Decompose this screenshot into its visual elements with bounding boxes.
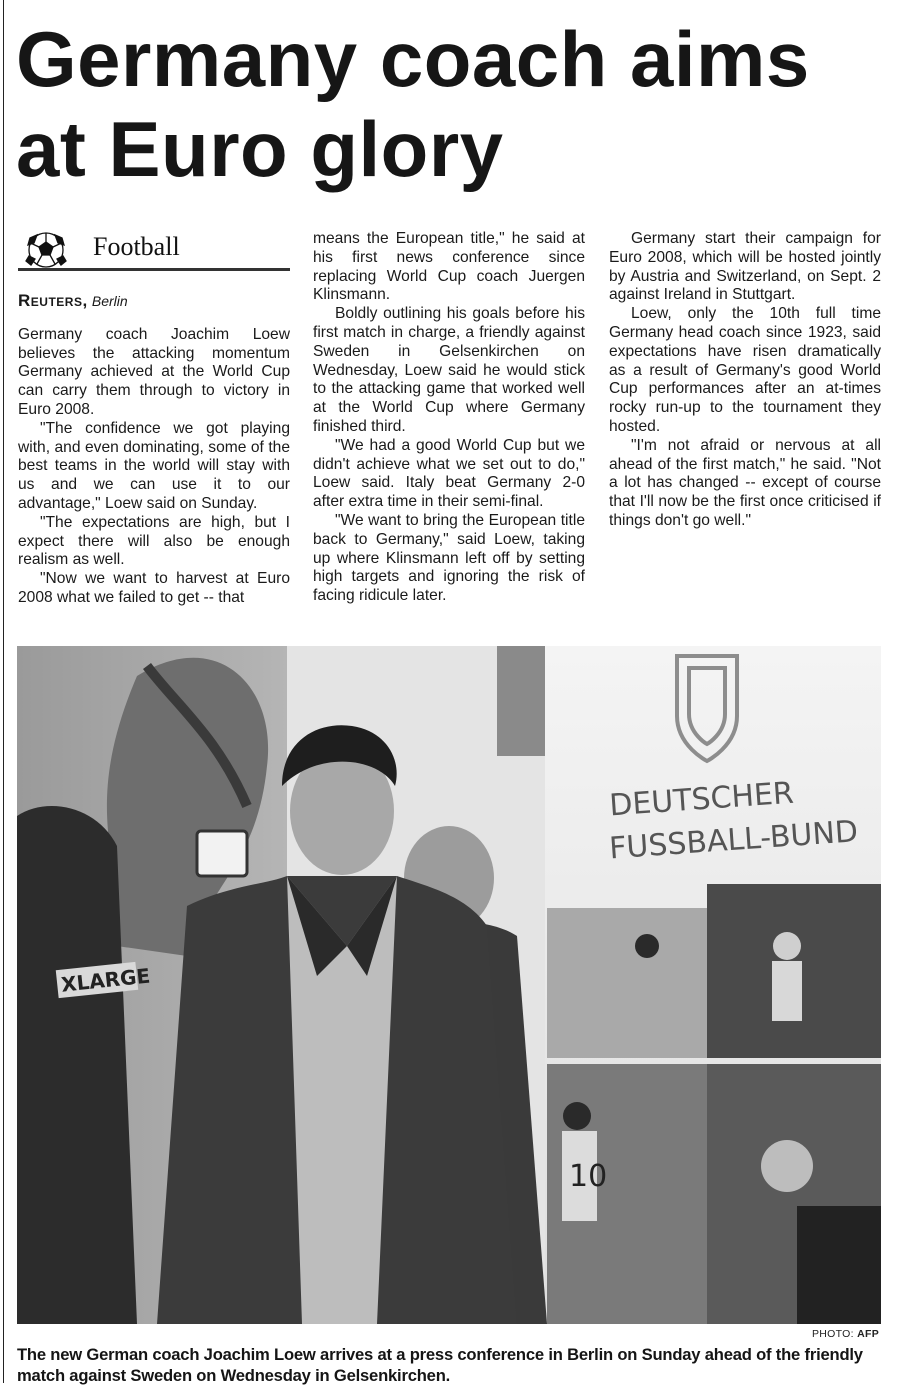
article-column-1 [18,230,290,608]
byline-agency: Reuters, [18,291,88,310]
article-paragraph: Loew, only the 10th full time Germany head coach since 1923, said expectations have risen dramatically as a result of Germany's good World Cup performances after an at-times rocky run-up to the tournament they hosted. [609,305,881,435]
article-paragraph: "The expectations are high, but I expect there will also be enough realism as well. [18,513,290,569]
article-paragraph: means the European title," he said at his first news conference since replacing World Cup coach Juergen Klinsmann. [313,230,585,304]
section-label: Football [93,232,180,261]
article-paragraph: "We want to bring the European title back to Germany," said Loew, taking up where Klinsmann left off by setting high targets and ignoring the risk of facing ridicule later. [313,511,585,605]
article-paragraph: Germany start their campaign for Euro 2008, which will be hosted jointly by Austria and Switzerland, on Sept. 2 against Ireland in Stuttgart. [609,230,881,304]
article-paragraph: "The confidence we got playing with, and even dominating, some of the best teams in the world will stay with us and we can use it to our advantage," Loew said on Sunday. [18,419,290,512]
article-paragraph: Germany coach Joachim Loew believes the attacking momentum Germany achieved at the World Cup can carry them through to victory in Euro 2008. [18,325,290,418]
byline-dateline: Berlin [91,293,128,309]
article-paragraph: Boldly outlining his goals before his first match in charge, a friendly against Sweden in Gelsenkirchen on Wednesday, Loew said he would stick to the attacking game that worked well at the World Cup where Germany finished third. [313,305,585,435]
shirt-number: 10 [569,1159,608,1194]
backdrop-text-1: DEUTSCHER [608,775,795,824]
section-bar [18,232,290,271]
left-column-rule [3,0,4,1383]
football-icon [18,232,76,268]
article-column-2 [313,230,585,606]
photo-caption: The new German coach Joachim Loew arrives at a press conference in Berlin on Sunday ahead of the friendly match against Sweden on Wednesday in Gelsenkirchen. [17,1345,863,1385]
news-photo [17,646,881,1324]
jacket-text: XLARGE [60,963,152,997]
photo-credit-label: PHOTO: [812,1328,854,1340]
photo-credit [812,1328,879,1340]
article-column-3 [609,230,881,531]
article-paragraph: "Now we want to harvest at Euro 2008 what we failed to get -- that [18,570,290,606]
backdrop-text-2: FUSSBALL-BUND [608,814,860,867]
article-paragraph: "I'm not afraid or nervous at all ahead of the first match," he said. "Not a lot has changed -- except of course that I'll now be the first once criticised if things don't go well." [609,436,881,529]
headline: Germany coach aims at Euro glory [16,15,810,193]
article-paragraph: "We had a good World Cup but we didn't achieve what we set out to do," Loew said. Italy beat Germany 2-0 after extra time in their semi-final. [313,436,585,511]
photo-credit-source: AFP [857,1328,879,1340]
byline [18,292,290,312]
press-conference-photo [17,646,881,1324]
